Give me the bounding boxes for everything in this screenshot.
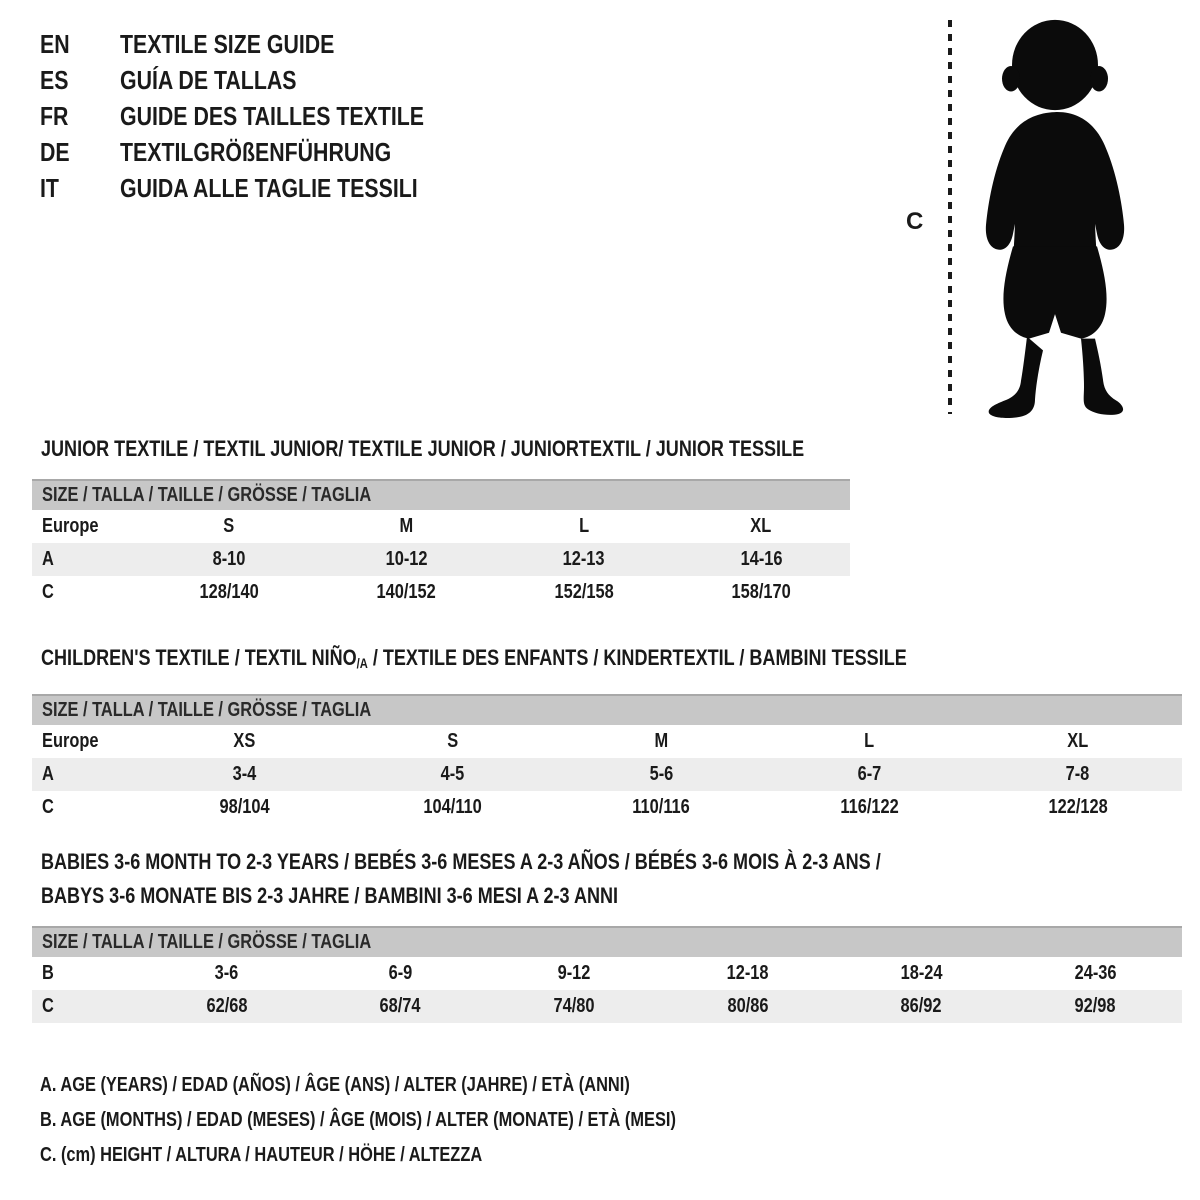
size-value	[318, 510, 496, 543]
size-table	[32, 725, 1182, 824]
size-value	[495, 576, 673, 609]
size-header-text: SIZE / TALLA / TAILLE / GRÖSSE / TAGLIA	[42, 484, 372, 506]
size-value	[673, 510, 851, 543]
size-value	[673, 576, 851, 609]
row-label	[32, 758, 140, 791]
size-table-row	[32, 510, 850, 543]
language-title-list	[40, 26, 491, 206]
size-value	[318, 543, 496, 576]
size-value-text: 3-4	[232, 763, 257, 785]
size-value	[661, 990, 835, 1023]
language-row-fr	[40, 98, 491, 134]
section-title	[32, 432, 850, 466]
size-value	[765, 791, 973, 824]
section-title-segment: / TEXTILE DES ENFANTS / KINDERTEXTIL / BAMBINI TESSILE	[367, 645, 907, 670]
size-value-text: 128/140	[199, 581, 259, 603]
size-value-text: 8-10	[212, 548, 246, 570]
size-header-bar	[32, 479, 850, 510]
size-value-text: M	[399, 515, 414, 537]
row-label-text: C	[42, 581, 54, 603]
language-row-es	[40, 62, 491, 98]
size-value-text: 6-7	[857, 763, 882, 785]
language-title: TEXTILE SIZE GUIDE	[120, 29, 335, 59]
size-value	[974, 791, 1182, 824]
size-value-text: 116/122	[840, 796, 899, 818]
size-value	[318, 576, 496, 609]
size-value	[140, 957, 314, 990]
size-value-text: 62/68	[206, 995, 248, 1017]
language-title: GUIDA ALLE TAGLIE TESSILI	[120, 173, 418, 203]
size-value	[140, 510, 318, 543]
legend-line-a	[40, 1068, 816, 1103]
size-value	[974, 758, 1182, 791]
size-header-bar	[32, 926, 1182, 957]
section-title-text	[41, 879, 618, 913]
size-value	[557, 791, 765, 824]
size-value-text: 24-36	[1074, 962, 1117, 984]
size-value-text: 86/92	[900, 995, 943, 1017]
row-label-text: C	[42, 995, 54, 1017]
size-value-text: XL	[750, 515, 772, 537]
section-title	[32, 879, 1182, 913]
size-value-text: 9-12	[557, 962, 591, 984]
legend-line-c	[40, 1138, 816, 1173]
size-value	[348, 725, 556, 758]
size-header-bar	[32, 694, 1182, 725]
size-value-text: XL	[1067, 730, 1089, 752]
toddler-silhouette	[962, 16, 1148, 420]
size-header-text: SIZE / TALLA / TAILLE / GRÖSSE / TAGLIA	[42, 931, 372, 953]
size-value-text: S	[447, 730, 459, 752]
row-label-text: Europe	[42, 730, 99, 752]
row-label-text: C	[42, 796, 54, 818]
size-value	[557, 725, 765, 758]
row-label	[32, 791, 140, 824]
size-value	[314, 957, 488, 990]
row-label	[32, 576, 140, 609]
size-table	[32, 510, 850, 609]
section-title-segment: JUNIOR TEXTILE / TEXTIL JUNIOR/ TEXTILE JUNIOR / JUNIORTEXTIL / JUNIOR TESSILE	[41, 436, 805, 461]
size-value-text: 10-12	[385, 548, 428, 570]
size-value	[487, 990, 661, 1023]
row-label-text: B	[42, 962, 54, 984]
size-value-text: 140/152	[376, 581, 436, 603]
size-value	[140, 543, 318, 576]
size-value-text: 12-13	[562, 548, 605, 570]
measure-legend	[40, 1068, 816, 1173]
size-value	[974, 725, 1182, 758]
language-code: EN	[40, 29, 70, 59]
size-value-text: 5-6	[649, 763, 673, 785]
size-section-junior	[32, 432, 850, 609]
size-value-text: 4-5	[440, 763, 465, 785]
size-value	[140, 990, 314, 1023]
row-label	[32, 990, 140, 1023]
language-code: DE	[40, 137, 70, 167]
size-table-row	[32, 725, 1182, 758]
size-value-text: 98/104	[219, 796, 270, 818]
size-table	[32, 957, 1182, 1023]
size-value-text: XS	[233, 730, 256, 752]
size-value-text: 3-6	[214, 962, 239, 984]
size-value	[1008, 957, 1182, 990]
language-row-it	[40, 170, 491, 206]
size-value	[487, 957, 661, 990]
language-row-de	[40, 134, 491, 170]
size-table-row	[32, 758, 1182, 791]
size-section-children	[32, 641, 1182, 824]
size-value	[835, 990, 1009, 1023]
row-label-text: A	[42, 763, 54, 785]
size-value	[1008, 990, 1182, 1023]
size-table-row	[32, 990, 1182, 1023]
size-value	[673, 543, 851, 576]
section-title-segment: /A	[356, 656, 368, 671]
size-value-text: 68/74	[379, 995, 422, 1017]
size-value-text: L	[578, 515, 589, 537]
row-label-text: Europe	[42, 515, 99, 537]
size-value	[765, 725, 973, 758]
size-value-text: 14-16	[740, 548, 783, 570]
size-table-row	[32, 543, 850, 576]
size-value-text: 12-18	[726, 962, 769, 984]
size-value-text: L	[864, 730, 875, 752]
language-row-en	[40, 26, 491, 62]
section-title-text	[41, 432, 804, 466]
row-label-text: A	[42, 548, 54, 570]
size-value	[140, 791, 348, 824]
section-title-segment: BABYS 3-6 MONATE BIS 2-3 JAHRE / BAMBINI 3-6 MESI A 2-3 ANNI	[41, 883, 619, 908]
section-title-text	[41, 845, 881, 879]
legend-line-b	[40, 1103, 816, 1138]
language-title: GUÍA DE TALLAS	[120, 65, 297, 95]
size-value-text: 104/110	[423, 796, 482, 818]
size-table-row	[32, 957, 1182, 990]
size-value-text: 18-24	[900, 962, 943, 984]
size-value-text: 122/128	[1048, 796, 1108, 818]
row-label	[32, 543, 140, 576]
size-value-text: S	[223, 515, 235, 537]
size-value	[140, 725, 348, 758]
size-value	[765, 758, 973, 791]
size-value	[495, 543, 673, 576]
language-title: GUIDE DES TAILLES TEXTILE	[120, 101, 425, 131]
language-code: FR	[40, 101, 69, 131]
size-value	[348, 791, 556, 824]
size-value	[348, 758, 556, 791]
language-title: TEXTILGRÖßENFÜHRUNG	[120, 137, 392, 167]
section-title-segment: CHILDREN'S TEXTILE / TEXTIL NIÑO	[41, 645, 357, 670]
section-title-segment: BABIES 3-6 MONTH TO 2-3 YEARS / BEBÉS 3-6 MESES A 2-3 AÑOS / BÉBÉS 3-6 MOIS À 2-3 ANS /	[41, 849, 881, 874]
size-value-text: 92/98	[1074, 995, 1116, 1017]
size-value-text: 7-8	[1065, 763, 1090, 785]
size-value-text: 110/116	[632, 796, 690, 818]
size-section-babies	[32, 845, 1182, 1023]
size-value	[557, 758, 765, 791]
height-measure-dashed-line	[948, 20, 952, 414]
size-table-row	[32, 791, 1182, 824]
section-title	[32, 845, 1182, 879]
height-measure-label: C	[906, 208, 924, 235]
language-code: IT	[40, 173, 59, 203]
size-value-text: 74/80	[553, 995, 595, 1017]
size-value	[140, 758, 348, 791]
size-value-text: 6-9	[388, 962, 413, 984]
size-value-text: 80/86	[727, 995, 769, 1017]
language-code: ES	[40, 65, 69, 95]
legend-text: A. AGE (YEARS) / EDAD (AÑOS) / ÂGE (ANS) / ALTER (JAHRE) / ETÀ (ANNI)	[40, 1074, 630, 1096]
size-value	[314, 990, 488, 1023]
size-value-text: M	[654, 730, 668, 752]
size-value	[835, 957, 1009, 990]
legend-text: C. (cm) HEIGHT / ALTURA / HAUTEUR / HÖHE / ALTEZZA	[40, 1144, 483, 1166]
legend-text: B. AGE (MONTHS) / EDAD (MESES) / ÂGE (MOIS) / ALTER (MONATE) / ETÀ (MESI)	[40, 1109, 676, 1131]
row-label	[32, 510, 140, 543]
size-value	[661, 957, 835, 990]
size-header-text: SIZE / TALLA / TAILLE / GRÖSSE / TAGLIA	[42, 699, 372, 721]
size-value-text: 158/170	[731, 581, 791, 603]
size-value	[140, 576, 318, 609]
size-table-row	[32, 576, 850, 609]
row-label	[32, 957, 140, 990]
size-value	[495, 510, 673, 543]
section-title-text	[41, 641, 907, 681]
row-label	[32, 725, 140, 758]
size-value-text: 152/158	[554, 581, 614, 603]
section-title	[32, 641, 1182, 681]
